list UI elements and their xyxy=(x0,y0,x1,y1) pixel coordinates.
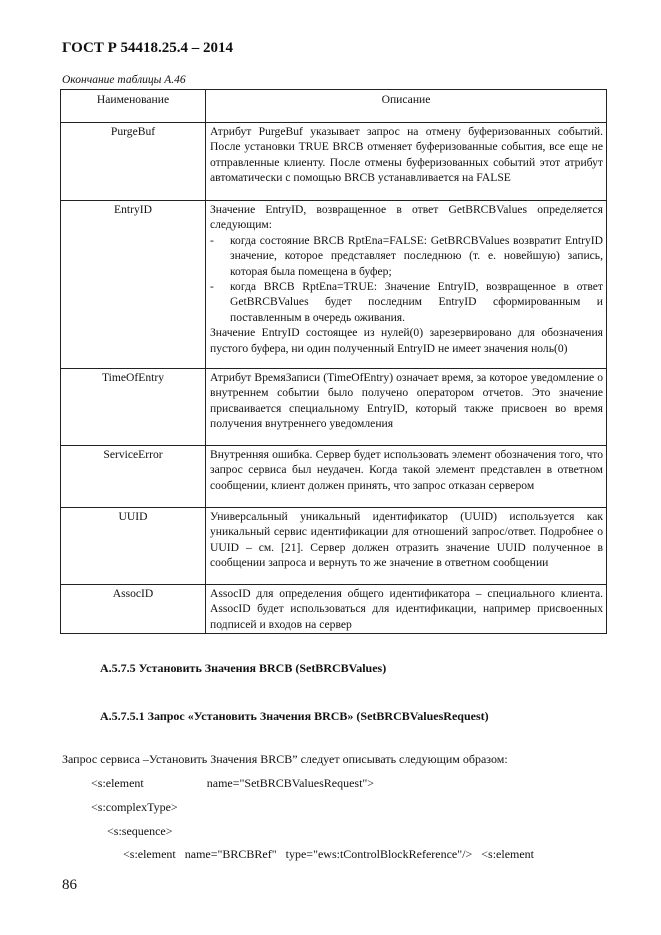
attribute-name: AssocID xyxy=(61,585,206,634)
attribute-name: EntryID xyxy=(61,201,206,369)
attribute-name: PurgeBuf xyxy=(61,123,206,201)
attribute-description: Атрибут ВремяЗаписи (TimeOfEntry) означает время, за которое уведомление о внутреннем событии было получено оператором отчетов. Это значение присваивается специальному EntryID, который также присвоен во время получения внутреннего уведомления xyxy=(206,369,607,446)
table-row xyxy=(61,585,607,634)
attributes-table xyxy=(60,89,607,634)
table-row xyxy=(61,508,607,585)
column-header-description: Описание xyxy=(206,90,607,123)
code-line: <s:element name="SetBRCBValuesRequest"> xyxy=(91,776,375,790)
attribute-description: Универсальный уникальный идентификатор (UUID) используется как уникальный сервис идентификации для отношений запрос/ответ. Подробнее о UUID – см. [21]. Сервер должен отразить значение UUID полученное в сообщении запроса и вернуть то же значение в ответном сообщении xyxy=(206,508,607,585)
list-item xyxy=(210,233,603,279)
page-number: 86 xyxy=(62,877,77,893)
list-item-text: когда состояние BRCB RptEna=FALSE: GetBRCBValues возвратит EntryID значение, которое представляет последнюю (т. е. новейшую) запись, которая была помещена в буфер; xyxy=(230,233,603,278)
subsection-heading: А.5.7.5.1 Запрос «Установить Значения BRCB» (SetBRCBValuesRequest) xyxy=(100,709,489,723)
attribute-description xyxy=(206,201,607,369)
document-header: ГОСТ Р 54418.25.4 – 2014 xyxy=(62,40,234,56)
table-row xyxy=(61,446,607,508)
attribute-name: UUID xyxy=(61,508,206,585)
section-heading: А.5.7.5 Установить Значения BRCB (SetBRCBValues) xyxy=(100,661,387,675)
code-line: <s:element name="BRCBRef" type="ews:tControlBlockReference"/> <s:element xyxy=(123,847,535,861)
list-item xyxy=(210,279,603,325)
attribute-name: ServiceError xyxy=(61,446,206,508)
body-paragraph: Запрос сервиса –Установить Значения BRCB” следует описывать следующим образом: xyxy=(62,752,508,766)
dash-marker: - xyxy=(210,233,214,247)
table-header-row xyxy=(61,90,607,123)
attribute-description: Атрибут PurgeBuf указывает запрос на отмену буферизованных событий. После установки TRUE BRCB отменяет буферизованные события, все еще не отправленные клиенту. После отмены буферизованных событий этот атрибут автоматически с помощью BRCB устанавливается на FALSE xyxy=(206,123,607,201)
table-row xyxy=(61,123,607,201)
code-line: <s:sequence> xyxy=(107,824,173,838)
table-row xyxy=(61,369,607,446)
list-item-text: когда BRCB RptEna=TRUE: Значение EntryID, возвращенное в ответ GetBRCBValues будет последним EntryID сформированным и поставленным в очередь оживания. xyxy=(230,280,603,324)
attribute-description: AssocID для определения общего идентификатора – специального клиента. AssocID будет использоваться для идентификации, например присвоенных подписей и входов на сервер xyxy=(206,585,607,634)
column-header-name: Наименование xyxy=(61,90,206,123)
table-row xyxy=(61,201,607,369)
description-outro: Значение EntryID состоящее из нулей(0) зарезервировано для обозначения пустого буфера, ни один полученный EntryID не имеет значения ноль(0) xyxy=(210,326,603,355)
description-intro: Значение EntryID, возвращенное в ответ GetBRCBValues определяется следующим: xyxy=(210,203,603,232)
description-list xyxy=(210,233,603,325)
dash-marker: - xyxy=(210,280,214,294)
attribute-description: Внутренняя ошибка. Сервер будет использовать элемент обозначения того, что запрос сервиса был неудачен. Когда такой элемент представлен в ответном сообщении, клиент должен принять, что запрос отказан сервером xyxy=(206,446,607,508)
code-line: <s:complexType> xyxy=(91,800,178,814)
table-caption: Окончание таблицы А.46 xyxy=(62,74,186,86)
attribute-name: TimeOfEntry xyxy=(61,369,206,446)
